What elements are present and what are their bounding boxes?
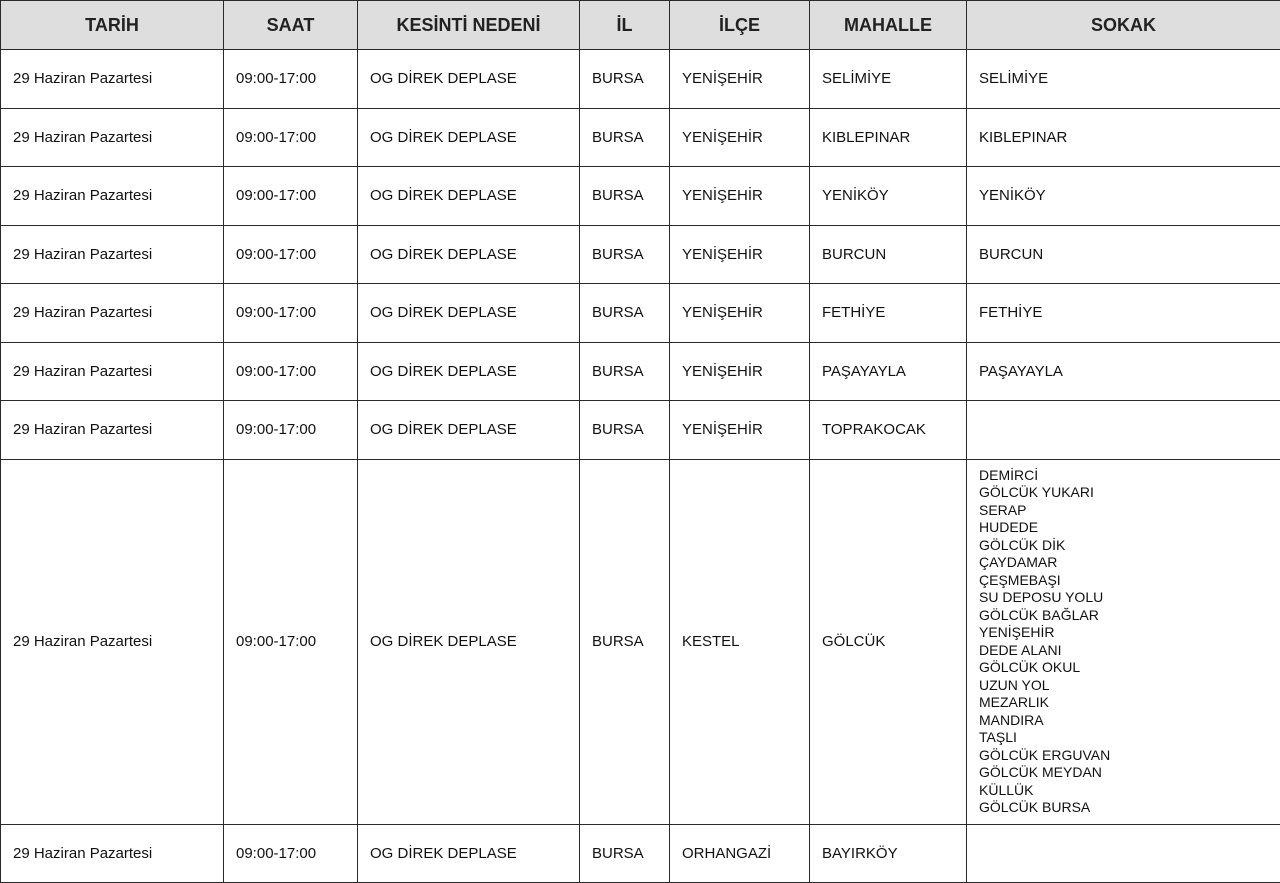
cell-ilce: YENİŞEHİR xyxy=(670,401,810,460)
cell-il: BURSA xyxy=(580,50,670,109)
street-name: UZUN YOL xyxy=(979,677,1280,695)
cell-sokak xyxy=(967,459,1280,824)
header-il: İL xyxy=(580,1,670,50)
cell-ilce: YENİŞEHİR xyxy=(670,225,810,284)
cell-il: BURSA xyxy=(580,108,670,167)
cell-ilce: YENİŞEHİR xyxy=(670,167,810,226)
table-row xyxy=(1,459,1280,824)
cell-mahalle: PAŞAYAYLA xyxy=(810,342,967,401)
cell-mahalle: SELİMİYE xyxy=(810,50,967,109)
street-name: HUDEDE xyxy=(979,519,1280,537)
table-row xyxy=(1,225,1280,284)
cell-il: BURSA xyxy=(580,284,670,343)
cell-il: BURSA xyxy=(580,401,670,460)
street-name: TAŞLI xyxy=(979,729,1280,747)
cell-kesinti-nedeni: OG DİREK DEPLASE xyxy=(358,284,580,343)
cell-sokak xyxy=(967,401,1280,460)
cell-ilce: YENİŞEHİR xyxy=(670,108,810,167)
header-kesinti-nedeni: KESİNTİ NEDENİ xyxy=(358,1,580,50)
cell-ilce: KESTEL xyxy=(670,459,810,824)
cell-tarih: 29 Haziran Pazartesi xyxy=(1,824,224,883)
cell-kesinti-nedeni: OG DİREK DEPLASE xyxy=(358,342,580,401)
header-saat: SAAT xyxy=(224,1,358,50)
cell-saat: 09:00-17:00 xyxy=(224,108,358,167)
street-name: YENİŞEHİR xyxy=(979,624,1280,642)
cell-mahalle: GÖLCÜK xyxy=(810,459,967,824)
cell-ilce: YENİŞEHİR xyxy=(670,342,810,401)
cell-ilce: YENİŞEHİR xyxy=(670,50,810,109)
cell-mahalle: BAYIRKÖY xyxy=(810,824,967,883)
header-ilce: İLÇE xyxy=(670,1,810,50)
street-name: MANDIRA xyxy=(979,712,1280,730)
cell-mahalle: YENİKÖY xyxy=(810,167,967,226)
cell-mahalle: BURCUN xyxy=(810,225,967,284)
street-name: GÖLCÜK OKUL xyxy=(979,659,1280,677)
cell-mahalle: TOPRAKOCAK xyxy=(810,401,967,460)
cell-tarih: 29 Haziran Pazartesi xyxy=(1,50,224,109)
cell-sokak: FETHİYE xyxy=(967,284,1280,343)
cell-sokak: SELİMİYE xyxy=(967,50,1280,109)
cell-kesinti-nedeni: OG DİREK DEPLASE xyxy=(358,401,580,460)
cell-sokak: KIBLEPINAR xyxy=(967,108,1280,167)
cell-il: BURSA xyxy=(580,459,670,824)
street-name: GÖLCÜK MEYDAN xyxy=(979,764,1280,782)
street-name: GÖLCÜK YUKARI xyxy=(979,484,1280,502)
cell-kesinti-nedeni: OG DİREK DEPLASE xyxy=(358,167,580,226)
cell-il: BURSA xyxy=(580,342,670,401)
street-name: ÇEŞMEBAŞI xyxy=(979,572,1280,590)
cell-tarih: 29 Haziran Pazartesi xyxy=(1,459,224,824)
cell-mahalle: FETHİYE xyxy=(810,284,967,343)
cell-ilce: YENİŞEHİR xyxy=(670,284,810,343)
table-row xyxy=(1,824,1280,883)
cell-tarih: 29 Haziran Pazartesi xyxy=(1,167,224,226)
cell-ilce: ORHANGAZİ xyxy=(670,824,810,883)
cell-saat: 09:00-17:00 xyxy=(224,824,358,883)
header-tarih: TARİH xyxy=(1,1,224,50)
cell-tarih: 29 Haziran Pazartesi xyxy=(1,225,224,284)
cell-kesinti-nedeni: OG DİREK DEPLASE xyxy=(358,459,580,824)
cell-sokak: BURCUN xyxy=(967,225,1280,284)
cell-kesinti-nedeni: OG DİREK DEPLASE xyxy=(358,108,580,167)
street-name: MEZARLIK xyxy=(979,694,1280,712)
cell-saat: 09:00-17:00 xyxy=(224,167,358,226)
street-name: GÖLCÜK BAĞLAR xyxy=(979,607,1280,625)
street-name: GÖLCÜK ERGUVAN xyxy=(979,747,1280,765)
table-row xyxy=(1,108,1280,167)
street-name: SU DEPOSU YOLU xyxy=(979,589,1280,607)
cell-mahalle: KIBLEPINAR xyxy=(810,108,967,167)
header-sokak: SOKAK xyxy=(967,1,1280,50)
street-name: SERAP xyxy=(979,502,1280,520)
cell-sokak: PAŞAYAYLA xyxy=(967,342,1280,401)
table-row xyxy=(1,284,1280,343)
cell-tarih: 29 Haziran Pazartesi xyxy=(1,108,224,167)
street-name: DEMİRCİ xyxy=(979,467,1280,485)
cell-saat: 09:00-17:00 xyxy=(224,284,358,343)
table-row xyxy=(1,167,1280,226)
street-list xyxy=(979,467,1280,817)
street-name: GÖLCÜK BURSA xyxy=(979,799,1280,817)
street-name: DEDE ALANI xyxy=(979,642,1280,660)
table-row xyxy=(1,342,1280,401)
street-name: KÜLLÜK xyxy=(979,782,1280,800)
street-name: GÖLCÜK DİK xyxy=(979,537,1280,555)
cell-kesinti-nedeni: OG DİREK DEPLASE xyxy=(358,50,580,109)
table-header-row xyxy=(1,1,1280,50)
cell-il: BURSA xyxy=(580,167,670,226)
cell-saat: 09:00-17:00 xyxy=(224,50,358,109)
street-name: ÇAYDAMAR xyxy=(979,554,1280,572)
cell-sokak: YENİKÖY xyxy=(967,167,1280,226)
cell-tarih: 29 Haziran Pazartesi xyxy=(1,342,224,401)
cell-kesinti-nedeni: OG DİREK DEPLASE xyxy=(358,225,580,284)
cell-saat: 09:00-17:00 xyxy=(224,342,358,401)
header-mahalle: MAHALLE xyxy=(810,1,967,50)
table-body xyxy=(1,50,1280,883)
cell-il: BURSA xyxy=(580,225,670,284)
cell-saat: 09:00-17:00 xyxy=(224,401,358,460)
cell-tarih: 29 Haziran Pazartesi xyxy=(1,284,224,343)
cell-sokak xyxy=(967,824,1280,883)
cell-tarih: 29 Haziran Pazartesi xyxy=(1,401,224,460)
table-row xyxy=(1,50,1280,109)
cell-saat: 09:00-17:00 xyxy=(224,225,358,284)
cell-saat: 09:00-17:00 xyxy=(224,459,358,824)
cell-il: BURSA xyxy=(580,824,670,883)
table-row xyxy=(1,401,1280,460)
cell-kesinti-nedeni: OG DİREK DEPLASE xyxy=(358,824,580,883)
